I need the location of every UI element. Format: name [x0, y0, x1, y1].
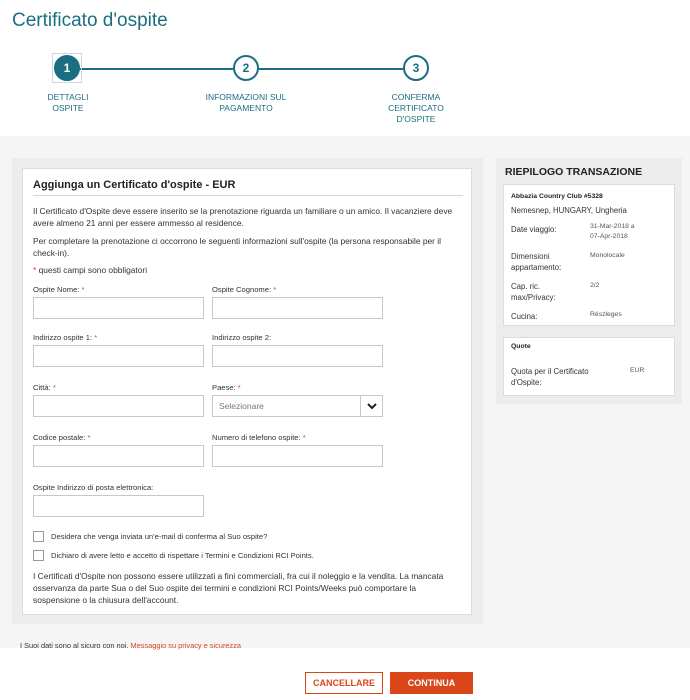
intro-paragraph: Il Certificato d'Ospite deve essere inserito se la prenotazione riguarda un familiare o un amico. Il vacanziere deve avere almeno 21 anni per essere ammesso al residence. — [33, 206, 453, 228]
country-label — [212, 383, 241, 392]
dates-value: 31-Mar-2018 a 07-Apr-2018 — [590, 223, 635, 240]
step-2-label: INFORMAZIONI SUL PAGAMENTO — [205, 92, 287, 113]
send-email-label: Desidera che venga inviata un'e-mail di conferma al Suo ospite? — [51, 532, 268, 541]
address1-label-text: Indirizzo ospite 1: — [33, 333, 93, 342]
step-connector — [259, 68, 403, 70]
required-star: * — [273, 285, 277, 294]
email-label: Ospite Indirizzo di posta elettronica: — [33, 483, 154, 492]
summary-title: RIEPILOGO TRANSAZIONE — [505, 166, 643, 178]
address2-label: Indirizzo ospite 2: — [212, 333, 272, 342]
required-note-text: questi campi sono obbligatori — [36, 265, 148, 275]
page-title: Certificato d'ospite — [12, 10, 168, 31]
step-1-circle: 1 — [54, 55, 80, 81]
required-star: * — [302, 433, 306, 442]
required-star: * — [87, 433, 91, 442]
progress-stepper — [0, 50, 690, 134]
resort-location: Nemesnep, HUNGARY, Ungheria — [511, 206, 627, 215]
divider — [33, 195, 463, 196]
last-name-label-text: Ospite Cognome: — [212, 285, 272, 294]
send-email-checkbox[interactable] — [33, 531, 44, 542]
capacity-value: 2/2 — [590, 282, 600, 289]
unit-size-label: Dimensioni appartamento: — [511, 252, 562, 272]
step-3-circle: 3 — [403, 55, 429, 81]
fee-label: Quota per il Certificato d'Ospite: — [511, 367, 589, 387]
first-name-label-text: Ospite Nome: — [33, 285, 80, 294]
guest-certificate-form — [22, 168, 472, 615]
address1-label — [33, 333, 97, 342]
last-name-label — [212, 285, 276, 294]
required-star: * — [81, 285, 85, 294]
kitchen-value: Részleges — [590, 311, 622, 318]
chevron-down-icon[interactable] — [360, 396, 382, 416]
email-field[interactable] — [33, 495, 204, 517]
phone-label-text: Numero di telefono ospite: — [212, 433, 301, 442]
phone-label — [212, 433, 306, 442]
city-label-text: Città: — [33, 383, 51, 392]
required-star: * — [33, 265, 37, 275]
postal-code-field[interactable] — [33, 445, 204, 467]
step-connector — [79, 68, 233, 70]
fees-title: Quote — [511, 343, 531, 350]
step-2-circle: 2 — [233, 55, 259, 81]
address1-field[interactable] — [33, 345, 204, 367]
required-note — [33, 265, 147, 275]
security-note-text: I Suoi dati sono al sicuro con noi. — [20, 641, 131, 650]
security-note — [20, 641, 241, 650]
step-1-label: DETTAGLI OSPITE — [47, 92, 89, 113]
resort-name: Abbazia Country Club #5328 — [511, 193, 603, 200]
disclaimer-text: I Certificati d'Ospite non possono essere utilizzati a fini commerciali, fra cui il noleggio e la vendita. La mancata osservanza da parte Sua o del Suo ospite dei termini e condizioni RCI Points/Weeks può comportare la sospensione o la chiusura dell'account. — [33, 571, 444, 605]
first-name-field[interactable] — [33, 297, 204, 319]
required-star: * — [237, 383, 241, 392]
cancel-button[interactable]: CANCELLARE — [305, 672, 383, 694]
step-3-label: CONFERMA CERTIFICATO D'OSPITE — [388, 92, 444, 124]
kitchen-label: Cucina: — [511, 312, 538, 321]
country-select-value: Selezionare — [219, 401, 264, 411]
fee-value: EUR — [630, 367, 645, 374]
country-label-text: Paese: — [212, 383, 236, 392]
phone-field[interactable] — [212, 445, 383, 467]
unit-size-value: Monolocale — [590, 252, 625, 259]
postal-code-label — [33, 433, 90, 442]
continue-button[interactable]: CONTINUA — [390, 672, 473, 694]
required-star: * — [94, 333, 98, 342]
city-field[interactable] — [33, 395, 204, 417]
terms-checkbox[interactable] — [33, 550, 44, 561]
country-select[interactable] — [212, 395, 383, 417]
capacity-label: Cap. ric. max/Privacy: — [511, 282, 556, 302]
terms-label: Dichiaro di avere letto e accetto di rispettare i Termini e Condizioni RCI Points. — [51, 551, 314, 560]
first-name-label — [33, 285, 85, 294]
form-title: Aggiunga un Certificato d'ospite - EUR — [33, 179, 236, 191]
intro-paragraph-2: Per completare la prenotazione ci occorrono le seguenti informazioni sull'ospite (la persona responsabile per il check-in). — [33, 236, 442, 258]
city-label — [33, 383, 56, 392]
last-name-field[interactable] — [212, 297, 383, 319]
privacy-security-link[interactable]: Messaggio su privacy e sicurezza — [130, 641, 242, 650]
address2-field[interactable] — [212, 345, 383, 367]
postal-code-label-text: Codice postale: — [33, 433, 86, 442]
dates-label: Date viaggio: — [511, 225, 557, 234]
required-star: * — [52, 383, 56, 392]
